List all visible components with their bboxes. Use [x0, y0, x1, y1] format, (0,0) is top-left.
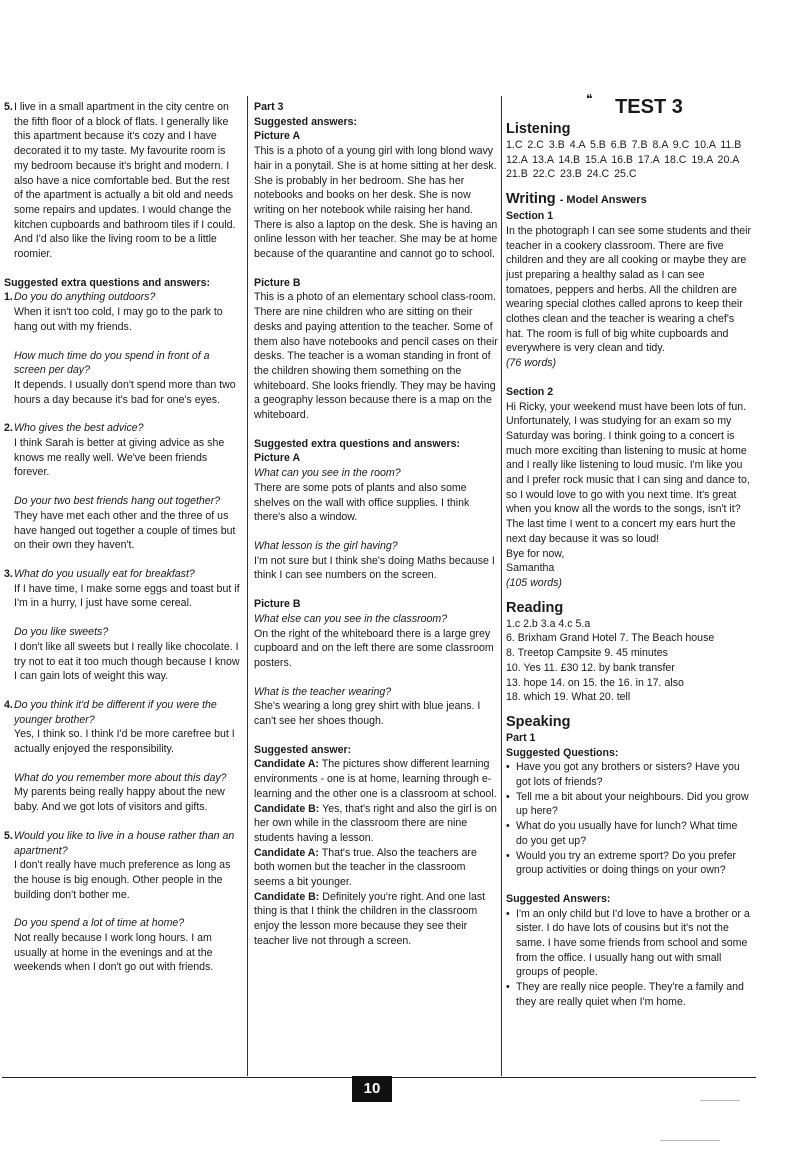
bullet-icon: •: [506, 761, 510, 774]
extra-questions-heading: Suggested extra questions and answers:: [254, 437, 461, 450]
section-2-signoff: Bye for now,: [506, 547, 565, 560]
extra-item-2: [4, 421, 240, 553]
listening-answers: 1.C 2.C 3.B 4.A 5.B 6.B 7.B 8.A 9.C 10.A 11.B 12.A 13.A 14.B 15.A 16.B 17.A 18.C 19.A 20.A 21.B 22.C 23.B 24.C 25.C: [506, 139, 742, 181]
item-number: 2.: [4, 422, 13, 435]
list-item: [506, 819, 752, 848]
test-title: TEST 3: [615, 96, 683, 118]
extra-picture-b-label: Picture B: [254, 598, 301, 611]
writing-title: Writing: [506, 191, 556, 208]
item-number: 1.: [4, 291, 13, 304]
list-item: [506, 790, 752, 819]
item-number: 5.: [4, 101, 13, 113]
list-item: [506, 849, 752, 878]
speaking-heading: Speaking: [506, 713, 571, 730]
question: Do you think it'd be different if you were the younger brother?: [14, 698, 217, 726]
column-divider-right: [501, 96, 502, 1076]
question-text: What do you usually have for lunch? What time do you get up?: [516, 820, 738, 847]
answer: When it isn't too cold, I may go to the park to hang out with my friends.: [14, 306, 223, 333]
extra-item-4: [4, 698, 240, 815]
scan-smudge: [660, 1140, 720, 1141]
bullet-icon: •: [506, 790, 510, 803]
part-1-label: Part 1: [506, 731, 536, 744]
section-2-signature: Samantha: [506, 562, 555, 575]
question-text: Would you try an extreme sport? Do you prefer group activities or doing things on your own?: [516, 849, 737, 877]
question: What lesson is the girl having?: [254, 539, 398, 552]
speaker: Candidate B:: [254, 802, 320, 815]
question: How much time do you spend in front of a screen per day?: [14, 349, 210, 377]
picture-a-label: Picture A: [254, 130, 301, 143]
question: Do you like sweets?: [14, 626, 109, 639]
questions-list: [506, 760, 752, 878]
suggested-answers-heading: Suggested answers:: [254, 115, 358, 128]
writing-heading: [506, 190, 752, 209]
bullet-icon: •: [506, 820, 510, 833]
picture-b-label: Picture B: [254, 276, 301, 289]
dialogue-line: [254, 846, 498, 890]
dialogue-text: Yes, that's right and also the girl is on her own while in the classroom there are nine students having a lesson.: [254, 802, 497, 844]
question: Do your two best friends hang out together?: [14, 495, 221, 508]
answer: She's wearing a long grey shirt with blue jeans. I can't see her shoes though.: [254, 700, 481, 728]
reading-line: 8. Treetop Campsite 9. 45 minutes: [506, 647, 668, 660]
answer: Yes, I think so. I think I'd be more carefree but I actually enjoyed the responsibility.: [14, 728, 235, 756]
column-divider-left: [247, 96, 248, 1076]
extra-item-1: [4, 290, 240, 407]
bullet-icon: •: [506, 849, 510, 862]
answer: It depends. I usually don't spend more than two hours a day because it's bad for one's eyes.: [14, 378, 236, 406]
dialogue-text: The pictures show different learning environments - one is at home, learning through e-learning and the other one is a classroom at school.: [254, 758, 497, 800]
section-2-label: Section 2: [506, 385, 554, 398]
suggested-questions-heading: Suggested Questions:: [506, 746, 619, 759]
answer: Not really because I work long hours. I am usually at home in the evenings and at the weekends when I don't go out with friends.: [14, 932, 214, 974]
dialogue-line: [254, 757, 498, 801]
list-item: [506, 980, 752, 1009]
reading-line: 6. Brixham Grand Hotel 7. The Beach house: [506, 632, 715, 645]
answer: I'm not sure but I think she's doing Maths because I think I can see numbers on the screen.: [254, 554, 495, 582]
reading-line: 13. hope 14. on 15. the 16. in 17. also: [506, 676, 684, 689]
question: Do you spend a lot of time at home?: [14, 917, 185, 930]
picture-a-text: This is a photo of a young girl with long blond wavy hair in a ponytail. She is at home sitting at her desk. She is probably in her bedroom. She has her notebooks and books on her desk. She is now writing on her notebook while raising her hand. There is also a laptop on the desk. She is having an online lesson with her teacher. She may be at home because of the quarantine and cannot go to school.: [254, 145, 498, 261]
listening-heading: Listening: [506, 121, 571, 137]
bullet-icon: •: [506, 981, 510, 994]
picture-b-text: This is a photo of an elementary school class-room. There are nine children who are sitting on their desks and paying attention to the teacher. Some of them also have notebooks and pencil cases on their desks. The teacher is a woman standing in front of the children showing them something on the whiteboard. She looks friendly. They may be having a geography lesson because there is a map on the whiteboard.: [254, 291, 498, 422]
part-heading: Part 3: [254, 101, 284, 113]
extra-questions-heading: Suggested extra questions and answers:: [4, 276, 211, 289]
dialogue-line: [254, 802, 498, 846]
section-1-label: Section 1: [506, 210, 554, 223]
extra-item-3: [4, 567, 240, 684]
page-number: 10: [352, 1076, 392, 1102]
question: Would you like to live in a house rather than an apartment?: [14, 829, 235, 857]
question: What do you remember more about this day?: [14, 771, 227, 784]
reading-heading: Reading: [506, 599, 564, 616]
answer: My parents being really happy about the new baby. And we got lots of visitors and gifts.: [14, 786, 225, 814]
answer-text: They are really nice people. They're a family and they are really quiet when I'm home.: [516, 981, 744, 1008]
list-item: [506, 760, 752, 789]
answer: They have met each other and the three of us have hanged out together a couple of times but on their own they haven't.: [14, 509, 236, 552]
question: Do you do anything outdoors?: [14, 291, 156, 304]
answer: I don't like all sweets but I really like chocolate. I try not to eat it too much though because I know I can gain lots of weight this way.: [14, 640, 240, 683]
list-item: [506, 907, 752, 981]
column-middle: [254, 100, 498, 949]
question: What do you usually eat for breakfast?: [14, 567, 195, 580]
speaker: Candidate A:: [254, 758, 319, 771]
dialogue-line: [254, 890, 498, 949]
reading-line: 1.c 2.b 3.a 4.c 5.a: [506, 617, 591, 630]
answer: I don't really have much preference as long as the house is big enough. Other people in the building don't bother me.: [14, 859, 231, 901]
speaking-answer-5: [4, 100, 240, 262]
dialogue-text: Definitely you're right. And one last thing is that I think the children in the classroom enjoy the lesson more because they see their teacher live not through a screen.: [254, 890, 486, 947]
reading-line: 18. which 19. What 20. tell: [506, 691, 631, 704]
suggested-answers-heading: Suggested Answers:: [506, 892, 611, 905]
question: What else can you see in the classroom?: [254, 612, 448, 625]
section-2-wordcount: (105 words): [506, 576, 562, 589]
reading-line: 10. Yes 11. £30 12. by bank transfer: [506, 661, 675, 674]
answer-text: I'm an only child but I'd love to have a brother or a sister. I do have lots of cousins but it's not the same. I have some friends from school and some from the office. I usually hang out with small groups of people.: [516, 907, 750, 979]
answer: I think Sarah is better at giving advice as she knows me really well. We've been friends forever.: [14, 437, 225, 479]
question: What can you see in the room?: [254, 467, 401, 480]
extra-picture-a-label: Picture A: [254, 452, 301, 465]
answer: There are some pots of plants and also some shelves on the wall with office supplies. I think there's also a window.: [254, 481, 470, 524]
extra-item-5: [4, 829, 240, 975]
question: What is the teacher wearing?: [254, 685, 392, 698]
suggested-answer-heading: Suggested answer:: [254, 743, 352, 756]
bullet-icon: •: [506, 907, 510, 920]
tick-mark-icon: ❝: [586, 92, 593, 106]
column-right: [506, 92, 752, 1010]
answer-text: I live in a small apartment in the city centre on the fifth floor of a block of flats. I generally like this apartment because it's cozy and I have decorated it to my taste. My favourite room is my bedroom because it's bright and modern. I also have a nice comfortable bed. But the rest of the apartment is actually a bit old and needs some repairs and updates. I would change the kitchen cupboards and bathroom tiles if I could. And I'd also like the living room to be a little roomier.: [14, 101, 236, 261]
question-text: Tell me a bit about your neighbours. Did you grow up here?: [516, 790, 749, 818]
section-1-wordcount: (76 words): [506, 357, 557, 370]
speaker: Candidate A:: [254, 846, 319, 859]
item-number: 5.: [4, 829, 13, 842]
question-text: Have you got any brothers or sisters? Have you got lots of friends?: [516, 761, 740, 789]
question: Who gives the best advice?: [14, 422, 144, 435]
answer: On the right of the whiteboard there is a large grey cupboard and on the left there are some classroom posters.: [254, 627, 494, 669]
section-1-text: In the photograph I can see some students and their teacher in a cookery classroom. There are five children and they are all cooking or maybe they are just preparing a healthy salad as I can see tomatoes, peppers and herbs. All the children are wearing special clothes called aprons to keep their clothes clean and the teacher is wearing a chef's hat. The room is full of big white cupboards and everywhere is very clean and tidy.: [506, 224, 751, 355]
dialogue-text: That's true. Also the teachers are both women but the teacher in the classroom seems a bit younger.: [254, 846, 477, 889]
section-2-text: Hi Ricky, your weekend must have been lots of fun. Unfortunately, I was studying for an exam so my Saturday was boring. I think going to a concert is much more exciting than listening to music at home and I really like listening to loud music. I'm like you and I prefer rock music that I can sing and dance to, so I would love to go with you next time. It's great when you know all the words to the songs, isn't it? The last time I went to a concert my ears hurt the next day because it was so loud!: [506, 400, 750, 545]
writing-subtitle: - Model Answers: [559, 194, 647, 207]
column-left: [4, 100, 240, 975]
answer: If I have time, I make some eggs and toast but if I'm in a hurry, I just have some cereal.: [14, 582, 240, 610]
item-number: 3.: [4, 567, 13, 580]
scan-smudge: [700, 1100, 740, 1101]
speaker: Candidate B:: [254, 890, 320, 903]
item-number: 4.: [4, 698, 13, 711]
answers-list: [506, 907, 752, 1010]
